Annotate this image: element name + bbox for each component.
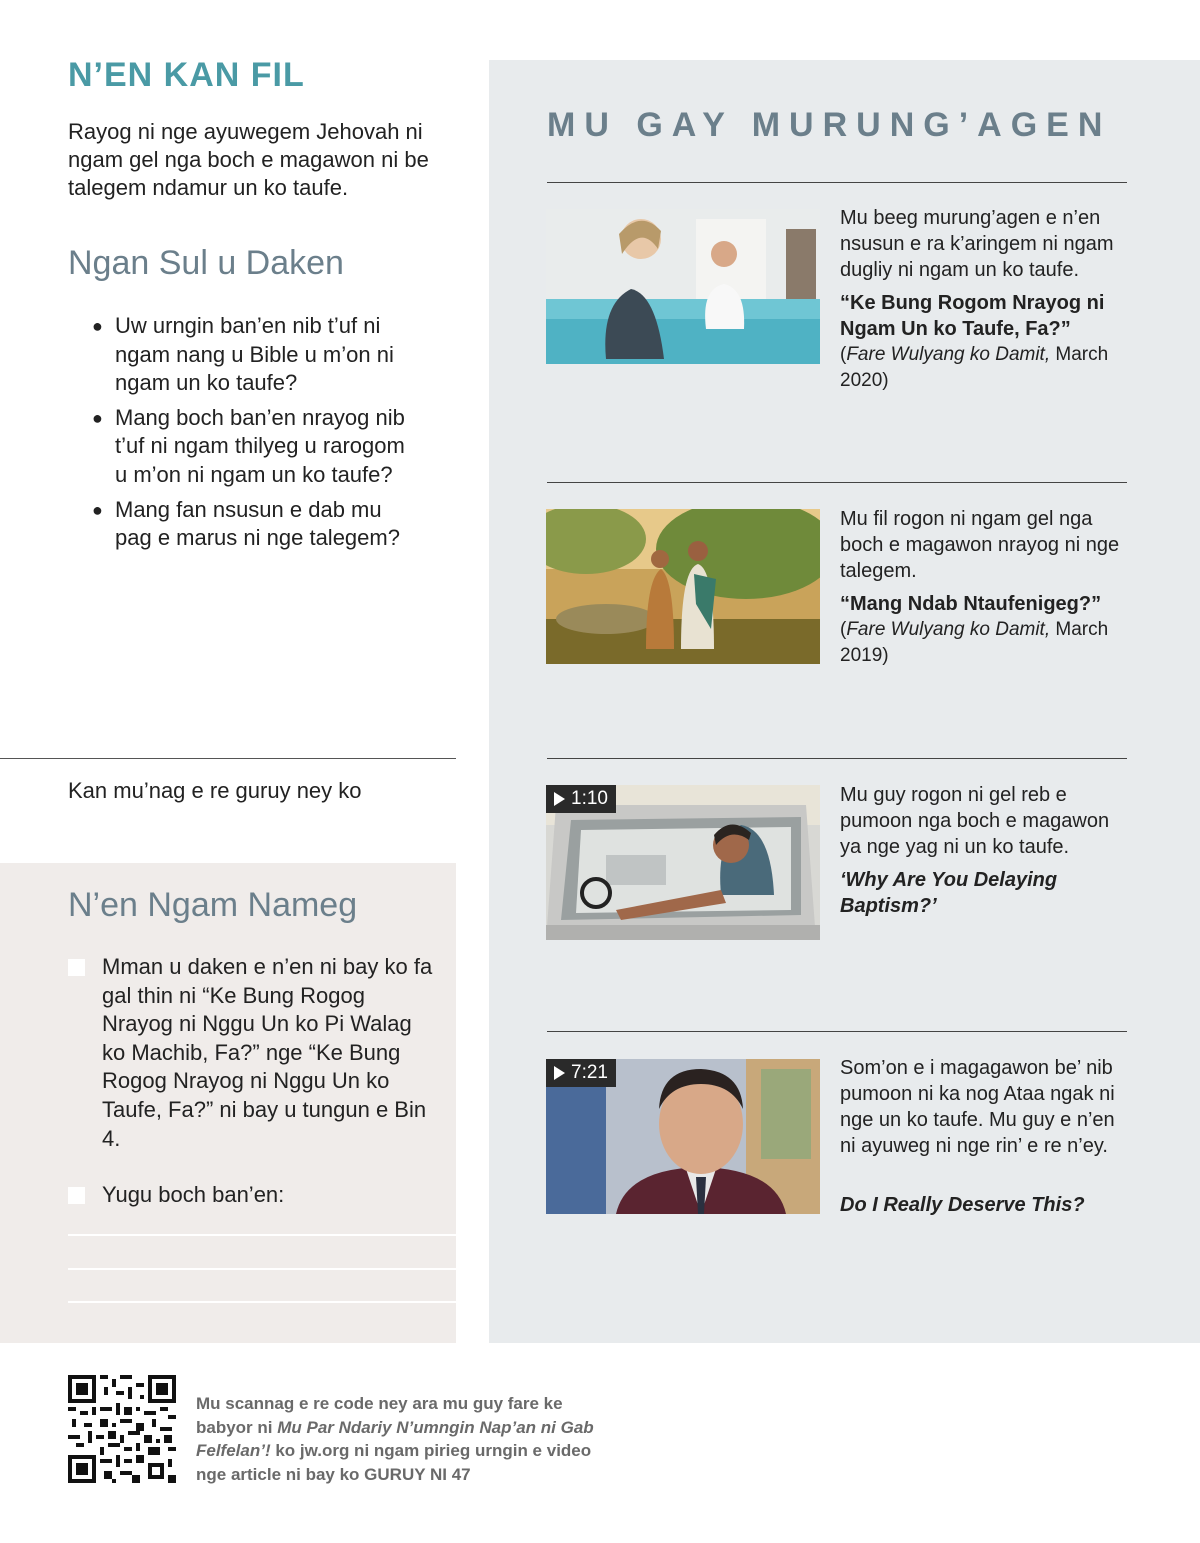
video-title[interactable]: ‘Why Are You Delaying Baptism?’: [840, 869, 1058, 917]
video-duration-badge: 7:21: [546, 1059, 616, 1087]
article-description: Mu fil rogon ni ngam gel nga boch e magawon nrayog ni nge talegem.: [840, 508, 1120, 582]
writing-line: [68, 1234, 456, 1236]
divider: [547, 482, 1127, 483]
video-duration-badge: 1:10: [546, 785, 616, 813]
play-icon: [554, 792, 565, 806]
review-heading: Ngan Sul u Daken: [68, 244, 344, 282]
review-question: ● Mang boch ban’en nrayog nib t’uf ni ngam thilyeg u rarogom u m’on ni ngam un ko taufe?: [92, 404, 405, 487]
summary-title: N’EN KAN FIL: [68, 56, 305, 94]
article-reference: (Fare Wulyang ko Damit, March 2020): [840, 344, 1109, 391]
footer-text: Mu scannag e re code ney ara mu guy fare ke babyor ni Mu Par Ndariy N’umngin Nap’an ni Gab Felfelan’! ko jw.org ni ngam pirieg urngin e video nge article ni bay ko GURUY NI 47: [196, 1394, 594, 1484]
video-title[interactable]: Do I Really Deserve This?: [840, 1194, 1085, 1216]
explore-heading: MU GAY MURUNG’AGEN: [547, 106, 1112, 144]
summary-text: Rayog ni nge ayuwegem Jehovah ni ngam gel nga boch e magawon ni be talegem ndamur un ko taufe.: [68, 119, 429, 200]
goals-heading: N’en Ngam Nameg: [68, 886, 358, 924]
video-description: Som’on e i magagawon be’ nib pumoon ni ka nog Ataa ngak ni nge un ko taufe. Mu guy e n’en ni ayuweg ni nge rin’ e re n’ey.: [840, 1057, 1115, 1157]
goal-item: [68, 1181, 433, 1210]
bullet-icon: ●: [92, 499, 103, 520]
play-icon: [554, 1066, 565, 1080]
checkbox[interactable]: [68, 959, 85, 976]
divider: [0, 758, 456, 759]
review-question-list: [92, 312, 422, 559]
article-thumbnail-baptism-pool[interactable]: [546, 209, 820, 364]
article-reference: (Fare Wulyang ko Damit, March 2019): [840, 619, 1109, 666]
bullet-icon: ●: [92, 407, 103, 428]
writing-line: [68, 1268, 456, 1270]
video-description: Mu guy rogon ni gel reb e pumoon nga boch e magawon ya nge yag ni un ko taufe.: [840, 784, 1110, 858]
video-thumbnail-car[interactable]: [546, 785, 820, 940]
writing-line: [68, 1301, 456, 1303]
review-question: ● Mang fan nsusun e dab mu pag e marus ni nge talegem?: [92, 496, 400, 551]
review-question: ● Uw urngin ban’en nib t’uf ni ngam nang u Bible u m’on ni ngam un ko taufe?: [92, 313, 394, 396]
bullet-icon: ●: [92, 316, 103, 336]
video-thumbnail-interview[interactable]: [546, 1059, 820, 1214]
divider: [547, 182, 1127, 183]
goal-text: Mman u daken e n’en ni bay ko fa gal thin ni “Ke Bung Rogog Nrayog ni Nggu Un ko Pi Walag ko Machib, Fa?” nge “Ke Bung Rogog Nrayog ni Nggu Un ko Taufe, Fa?” ni bay u tungun e Bin 4.: [102, 954, 433, 1151]
goal-item: [68, 953, 433, 1153]
goal-text: Yugu boch ban’en:: [102, 1182, 285, 1207]
article-title[interactable]: “Ke Bung Rogom Nrayog ni Ngam Un ko Taufe, Fa?”: [840, 292, 1105, 340]
article-title[interactable]: “Mang Ndab Ntaufenigeg?”: [840, 593, 1102, 615]
article-thumbnail-painting[interactable]: [546, 509, 820, 664]
divider: [547, 1031, 1127, 1032]
checkbox[interactable]: [68, 1187, 85, 1204]
divider: [547, 758, 1127, 759]
caption-text: Kan mu’nag e re guruy ney ko: [68, 778, 362, 803]
qr-code[interactable]: [68, 1375, 176, 1483]
article-description: Mu beeg murung’agen e n’en nsusun e ra k’aringem ni ngam dugliy ni ngam un ko taufe.: [840, 207, 1114, 281]
